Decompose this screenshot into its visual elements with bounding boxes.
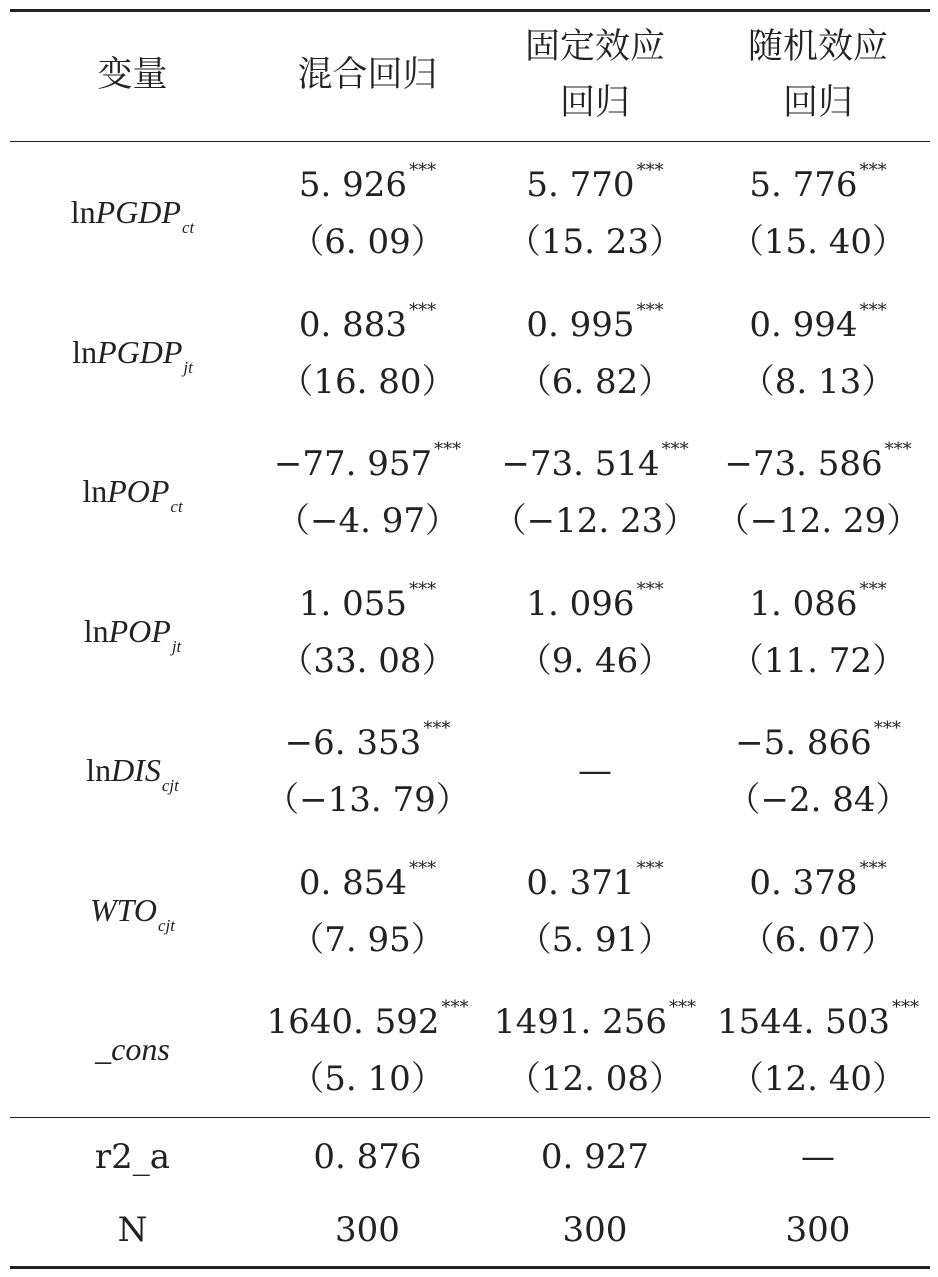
coef-pooled <box>250 160 485 205</box>
coef-value: 0. 854 <box>298 862 408 903</box>
row-variable-label <box>40 194 225 237</box>
row-variable-label <box>40 612 225 656</box>
tstat-random: （8. 13） <box>740 361 896 402</box>
tstat-pooled: （5. 10） <box>290 1059 445 1099</box>
var-prefix: ln <box>83 612 109 649</box>
tstat-fixed: （12. 08） <box>506 1059 684 1099</box>
coef-fixed <box>480 997 710 1042</box>
cell-dash-fixed: — <box>578 751 612 791</box>
footer-r2a-random: — <box>801 1137 835 1177</box>
var-prefix: ln <box>82 473 108 509</box>
coef-pooled <box>250 439 485 484</box>
significance-stars: *** <box>409 299 437 321</box>
tstat-random: （12. 40） <box>729 1059 907 1099</box>
significance-stars: *** <box>884 439 912 460</box>
coef-fixed <box>480 439 710 484</box>
bottom-rule <box>10 1266 930 1269</box>
tstat-random: （15. 40） <box>729 222 907 262</box>
tstat-pooled: （6. 09） <box>290 222 445 262</box>
var-main: WTO <box>90 891 157 928</box>
var-prefix: ln <box>70 194 96 230</box>
row-variable-label <box>40 1033 225 1065</box>
coef-value: 5. 926 <box>298 165 408 205</box>
tstat-pooled: （16. 80） <box>279 361 456 402</box>
significance-stars: *** <box>892 997 920 1018</box>
significance-stars: *** <box>669 997 697 1018</box>
tstat-pooled: （−13. 79） <box>265 780 470 820</box>
header-fixed-line2: 回归 <box>559 83 630 123</box>
var-main: _cons <box>95 1031 170 1067</box>
coef-value: 0. 371 <box>526 862 635 903</box>
var-subscript: cjt <box>157 915 175 935</box>
significance-stars: *** <box>441 997 469 1018</box>
coef-value: −5. 866 <box>735 723 872 763</box>
coef-value: 0. 995 <box>526 304 635 345</box>
coef-pooled <box>250 718 485 763</box>
coef-value: 1640. 592 <box>266 1002 440 1042</box>
coef-random <box>703 718 933 763</box>
row-variable-label <box>40 891 225 935</box>
coef-pooled <box>250 997 485 1042</box>
coef-value: 0. 994 <box>749 304 858 345</box>
var-prefix: ln <box>72 333 98 370</box>
tstat-pooled: （7. 95） <box>290 919 445 960</box>
header-pooled: 混合回归 <box>297 55 438 95</box>
var-main: PGDP <box>97 333 183 370</box>
top-rule <box>10 9 930 12</box>
significance-stars: *** <box>859 160 887 181</box>
tstat-pooled: （33. 08） <box>279 640 456 681</box>
var-subscript: ct <box>181 218 195 237</box>
row-variable-label <box>40 473 225 516</box>
tstat-random: （−12. 29） <box>715 501 921 541</box>
footer-label-n: N <box>117 1210 148 1250</box>
header-random-line1: 随机效应 <box>747 27 888 67</box>
coef-random <box>703 299 933 345</box>
footer-r2a-pooled: 0. 876 <box>313 1137 422 1177</box>
significance-stars: *** <box>409 578 437 600</box>
row-variable-label <box>40 752 225 795</box>
tstat-fixed: （9. 46） <box>517 640 673 681</box>
tstat-fixed: （−12. 23） <box>492 501 698 541</box>
significance-stars: *** <box>873 718 901 739</box>
coef-value: 1. 055 <box>298 583 408 624</box>
coef-value: 1544. 503 <box>716 1002 891 1042</box>
footer-n-fixed: 300 <box>562 1210 628 1250</box>
var-main: PGDP <box>95 194 181 230</box>
header-variable: 变量 <box>97 55 168 95</box>
coef-fixed <box>480 299 710 345</box>
coef-value: 1. 096 <box>526 583 635 624</box>
coef-random <box>703 857 933 903</box>
var-subscript: cjt <box>161 776 179 795</box>
coef-value: −73. 586 <box>724 444 883 484</box>
significance-stars: *** <box>409 160 437 181</box>
header-random-line2: 回归 <box>782 83 853 123</box>
var-main: POP <box>107 473 170 509</box>
coef-value: −6. 353 <box>284 723 422 763</box>
significance-stars: *** <box>859 857 887 879</box>
coef-value: −73. 514 <box>501 444 660 484</box>
tstat-fixed: （6. 82） <box>517 361 673 402</box>
significance-stars: *** <box>661 439 689 460</box>
header-rule <box>10 141 930 142</box>
significance-stars: *** <box>636 299 664 321</box>
coef-fixed <box>480 160 710 205</box>
coef-value: 5. 776 <box>749 165 858 205</box>
coef-value: −77. 957 <box>273 444 433 484</box>
header-fixed-line1: 固定效应 <box>524 27 665 67</box>
footer-label-r2a: r2_a <box>94 1137 171 1177</box>
tstat-pooled: （−4. 97） <box>276 501 459 541</box>
var-subscript: ct <box>170 497 183 516</box>
significance-stars: *** <box>636 578 664 600</box>
coef-random <box>703 439 933 484</box>
footer-n-random: 300 <box>785 1210 851 1250</box>
tstat-fixed: （5. 91） <box>517 919 673 960</box>
significance-stars: *** <box>859 299 887 321</box>
footer-n-pooled: 300 <box>335 1210 400 1250</box>
var-prefix: ln <box>86 752 112 788</box>
significance-stars: *** <box>409 857 437 879</box>
significance-stars: *** <box>423 718 451 739</box>
coef-pooled <box>250 578 485 624</box>
coef-random <box>703 160 933 205</box>
coef-random <box>703 997 933 1042</box>
coef-value: 0. 883 <box>298 304 408 345</box>
var-subscript: jt <box>171 636 182 656</box>
var-subscript: jt <box>183 357 193 377</box>
coef-fixed <box>480 578 710 624</box>
coef-pooled <box>250 857 485 903</box>
significance-stars: *** <box>434 439 462 460</box>
significance-stars: *** <box>859 578 887 600</box>
var-main: POP <box>108 612 171 649</box>
significance-stars: *** <box>636 857 664 879</box>
tstat-fixed: （15. 23） <box>506 222 684 262</box>
tstat-random: （−2. 84） <box>726 780 910 820</box>
tstat-random: （6. 07） <box>740 919 896 960</box>
coef-value: 0. 378 <box>749 862 858 903</box>
coef-value: 1491. 256 <box>493 1002 668 1042</box>
coef-fixed <box>480 857 710 903</box>
coef-random <box>703 578 933 624</box>
tstat-random: （11. 72） <box>729 640 907 681</box>
significance-stars: *** <box>636 160 664 181</box>
coef-pooled <box>250 299 485 345</box>
coef-value: 1. 086 <box>749 583 858 624</box>
var-main: DIS <box>111 752 161 788</box>
footer-rule <box>10 1117 930 1118</box>
coef-value: 5. 770 <box>526 165 635 205</box>
row-variable-label <box>40 333 225 377</box>
footer-r2a-fixed: 0. 927 <box>540 1137 650 1177</box>
